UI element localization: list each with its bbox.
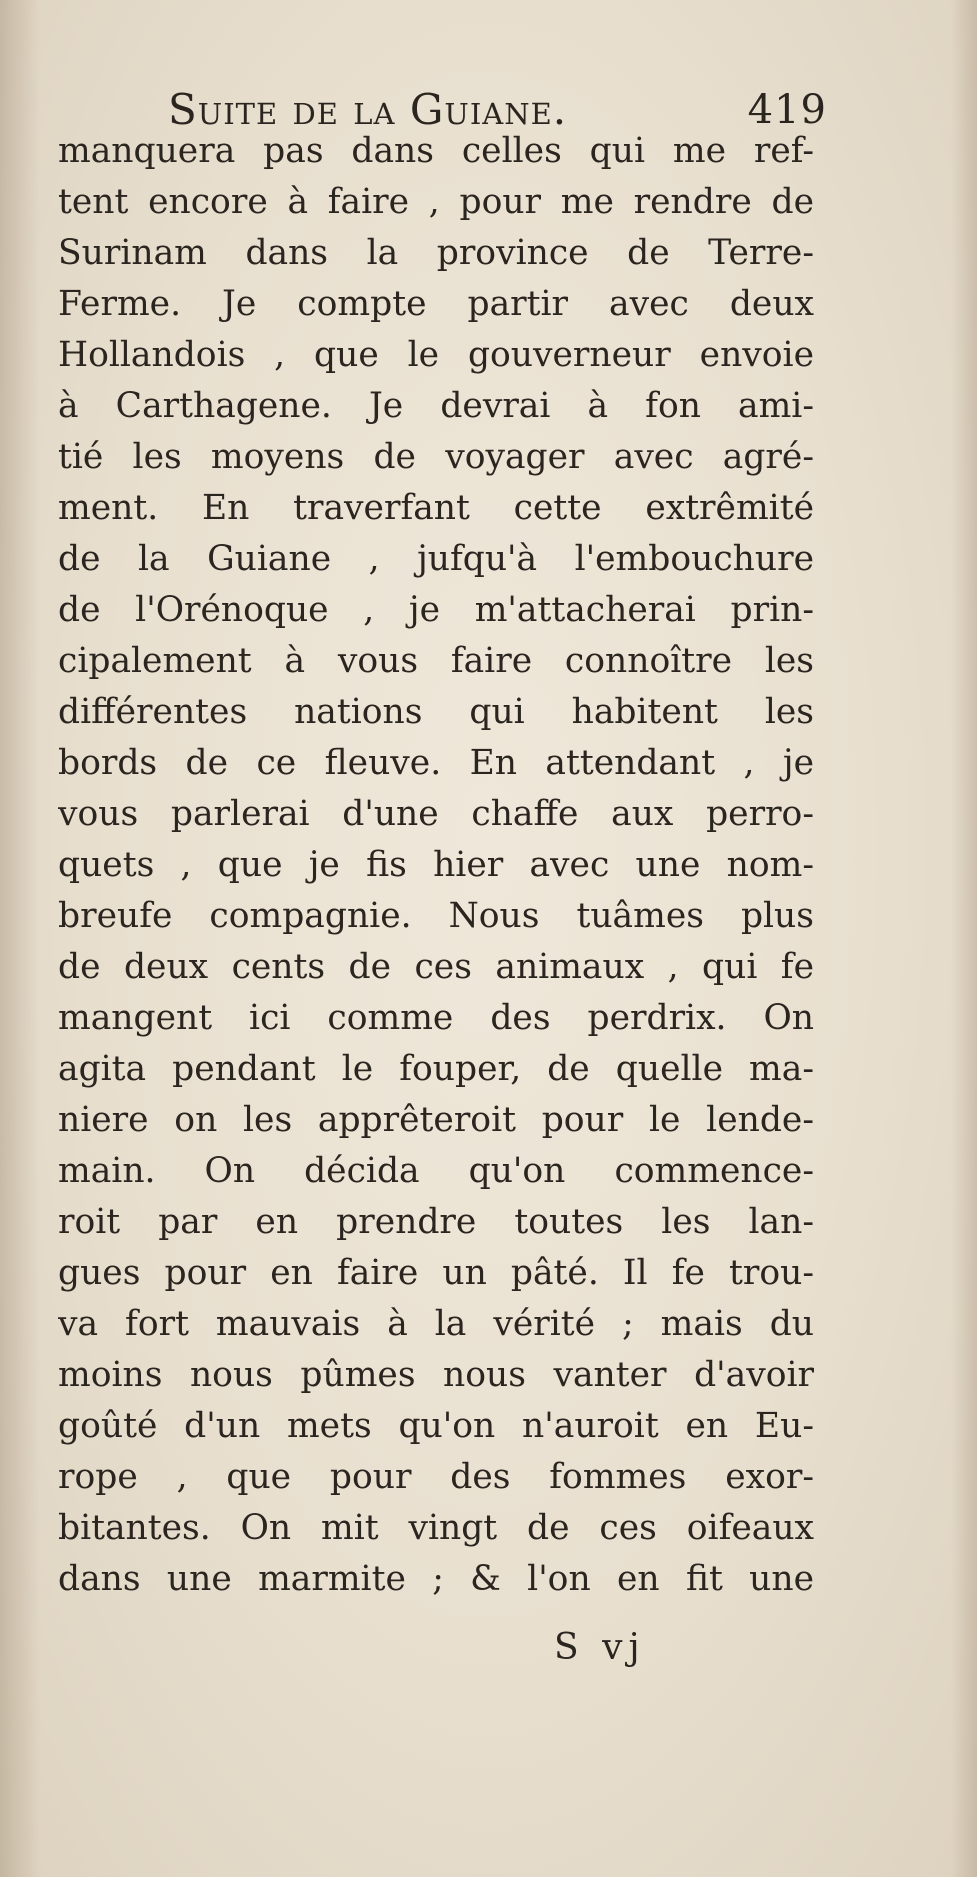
running-title: Suite de la Guiane. — [168, 85, 568, 134]
text-line: va fort mauvais à la vérité ; mais du — [58, 1304, 814, 1344]
text-line: bords de ce fleuve. En attendant , je — [58, 743, 814, 783]
text-line: mangent ici comme des perdrix. On — [58, 998, 814, 1038]
signature-mark: S vj — [554, 1627, 646, 1668]
text-line: agita pendant le fouper, de quelle ma- — [58, 1049, 814, 1089]
text-line: vous parlerai d'une chaffe aux perro- — [58, 794, 814, 834]
text-line: manquera pas dans celles qui me ref- — [58, 131, 814, 171]
text-line: breufe compagnie. Nous tuâmes plus — [58, 896, 814, 936]
text-line: de la Guiane , jufqu'à l'embouchure — [58, 539, 814, 579]
text-line: Ferme. Je compte partir avec deux — [58, 284, 814, 324]
text-line: moins nous pûmes nous vanter d'avoir — [58, 1355, 814, 1395]
text-line: ment. En traverfant cette extrêmité — [58, 488, 814, 528]
text-line: goûté d'un mets qu'on n'auroit en Eu- — [58, 1406, 814, 1446]
text-line: à Carthagene. Je devrai à fon ami- — [58, 386, 814, 426]
text-line: Hollandois , que le gouverneur envoie — [58, 335, 814, 375]
text-line: cipalement à vous faire connoître les — [58, 641, 814, 681]
text-line: de deux cents de ces animaux , qui fe — [58, 947, 814, 987]
text-line: rope , que pour des fommes exor- — [58, 1457, 814, 1497]
text-line: niere on les apprêteroit pour le lende- — [58, 1100, 814, 1140]
text-line: main. On décida qu'on commence- — [58, 1151, 814, 1191]
page-number: 419 — [747, 87, 827, 133]
text-line: bitantes. On mit vingt de ces oifeaux — [58, 1508, 814, 1548]
text-line: tié les moyens de voyager avec agré- — [58, 437, 814, 477]
text-line: différentes nations qui habitent les — [58, 692, 814, 732]
text-line: Surinam dans la province de Terre- — [58, 233, 814, 273]
text-line: de l'Orénoque , je m'attacherai prin- — [58, 590, 814, 630]
text-line: tent encore à faire , pour me rendre de — [58, 182, 814, 222]
body-text — [58, 126, 814, 1605]
text-line: roit par en prendre toutes les lan- — [58, 1202, 814, 1242]
text-line: quets , que je fis hier avec une nom- — [58, 845, 814, 885]
text-line: gues pour en faire un pâté. Il fe trou- — [58, 1253, 814, 1293]
text-line: dans une marmite ; & l'on en fit une — [58, 1559, 814, 1599]
